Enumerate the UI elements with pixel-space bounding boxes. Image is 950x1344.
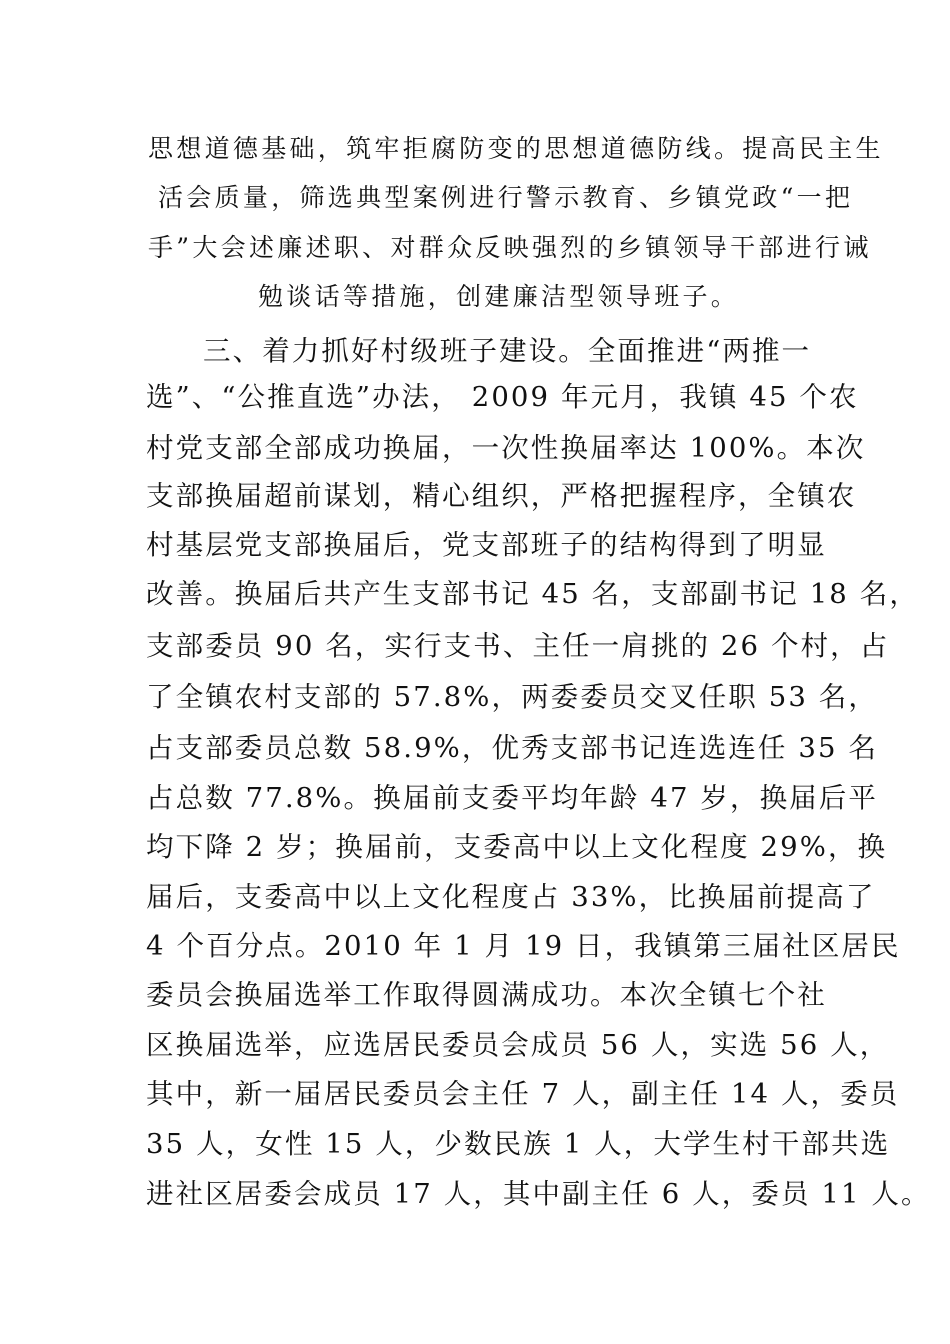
paragraph-line: 均下降 2 岁；换届前，支委高中以上文化程度 29%，换 [146,831,888,863]
paragraph-line: 区换届选举，应选居民委员会成员 56 人，实选 56 人， [146,1029,890,1061]
paragraph-line: 35 人，女性 15 人，少数民族 1 人，大学生村干部共选 [146,1128,891,1160]
paragraph-line: 村党支部全部成功换届，一次性换届率达 100%。本次 [146,432,866,464]
paragraph-line: 支部委员 90 名，实行支书、主任一肩挑的 26 个村，占 [146,630,890,662]
paragraph-line: 4 个百分点。2010 年 1 月 19 日，我镇第三届社区居民 [146,930,901,962]
paragraph-line: 活会质量，筛选典型案例进行警示教育、乡镇党政“一把 [158,183,854,212]
paragraph-line: 改善。换届后共产生支部书记 45 名，支部副书记 18 名， [146,578,919,610]
paragraph-line: 思想道德基础，筑牢拒腐防变的思想道德防线。提高民主生 [148,134,884,163]
paragraph-line: 占总数 77.8%。换届前支委平均年龄 47 岁，换届后平 [146,782,878,814]
section-heading-line: 三、着力抓好村级班子建设。全面推进“两推一 [203,335,812,367]
paragraph-line: 了全镇农村支部的 57.8%，两委委员交叉任职 53 名， [146,681,878,713]
paragraph-line: 委员会换届选举工作取得圆满成功。本次全镇七个社 [146,979,827,1011]
paragraph-line: 占支部委员总数 58.9%，优秀支部书记连选连任 35 名 [146,732,878,764]
paragraph-line: 村基层党支部换届后，党支部班子的结构得到了明显 [146,529,827,561]
paragraph-line: 选”、“公推直选”办法， 2009 年元月，我镇 45 个农 [146,381,859,413]
paragraph-line: 勉谈话等措施，创建廉洁型领导班子。 [258,282,740,311]
paragraph-line: 其中，新一届居民委员会主任 7 人，副主任 14 人，委员 [146,1078,900,1110]
paragraph-line: 届后，支委高中以上文化程度占 33%，比换届前提高了 [146,881,876,913]
paragraph-line: 手”大会述廉述职、对群众反映强烈的乡镇领导干部进行诫 [148,233,872,262]
paragraph-line: 进社区居委会成员 17 人，其中副主任 6 人，委员 11 人。 [146,1178,931,1210]
paragraph-line: 支部换届超前谋划，精心组织，严格把握程序，全镇农 [146,480,857,512]
